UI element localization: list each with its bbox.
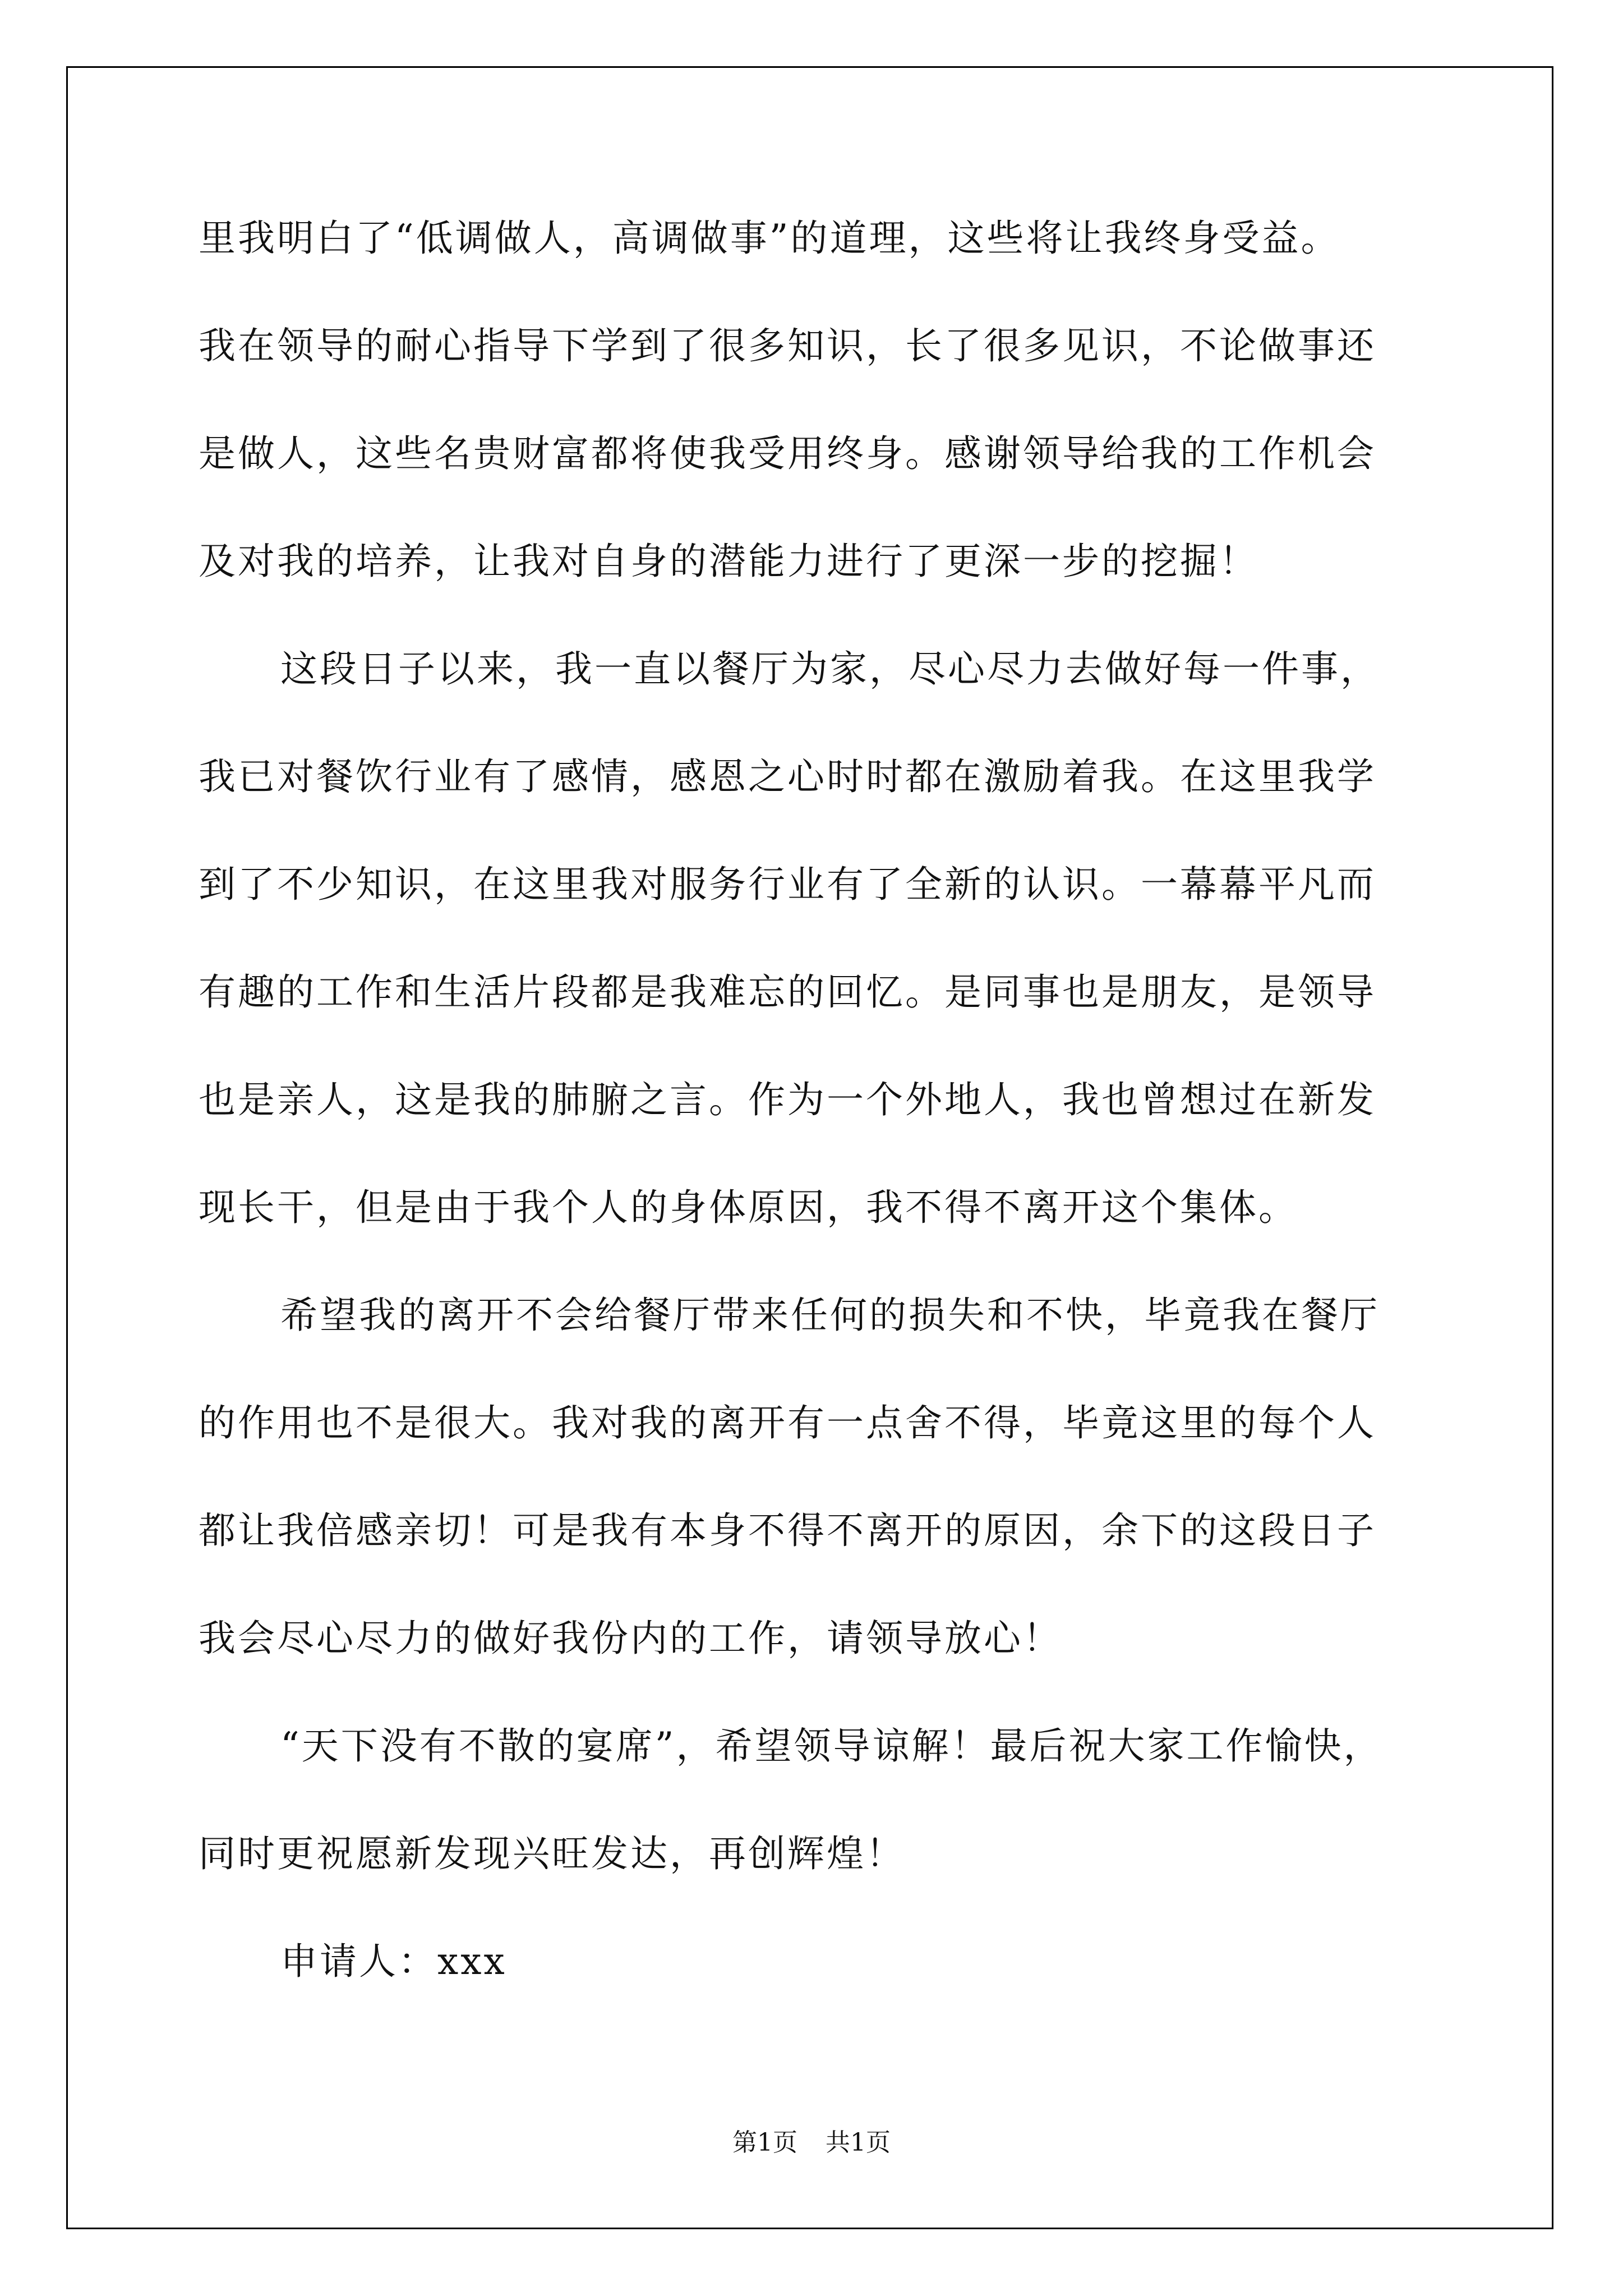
text-line: 及对我的培养，让我对自身的潜能力进行了更深一步的挖掘！ — [199, 540, 1258, 583]
text-line: 我会尽心尽力的做好我份内的工作，请领导放心！ — [199, 1617, 1062, 1660]
text-line: 现长干，但是由于我个人的身体原因，我不得不离开这个集体。 — [199, 1186, 1298, 1229]
document-body — [199, 213, 1475, 2044]
paragraph-start-line: 希望我的离开不会给餐厅带来任何的损失和不快，毕竟我在餐厅 — [280, 1294, 1380, 1337]
page-number-current: 第1页 — [732, 2128, 797, 2157]
page-footer — [0, 2126, 1623, 2160]
text-line: 我已对餐饮行业有了感情，感恩之心时时都在激励着我。在这里我学 — [199, 755, 1376, 798]
text-line: 到了不少知识，在这里我对服务行业有了全新的认识。一幕幕平凡而 — [199, 863, 1376, 906]
page-number-total: 共1页 — [826, 2128, 891, 2157]
text-line: 也是亲人，这是我的肺腑之言。作为一个外地人，我也曾想过在新发 — [199, 1078, 1376, 1121]
text-line: 同时更祝愿新发现兴旺发达，再创辉煌！ — [199, 1832, 905, 1875]
text-line: 里我明白了“低调做人，高调做事”的道理，这些将让我终身受益。 — [199, 217, 1340, 260]
text-line: 是做人，这些名贵财富都将使我受用终身。感谢领导给我的工作机会 — [199, 432, 1376, 475]
paragraph-start-line: “天下没有不散的宴席”，希望领导谅解！最后祝大家工作愉快， — [280, 1724, 1383, 1768]
text-line: 的作用也不是很大。我对我的离开有一点舍不得，毕竟这里的每个人 — [199, 1401, 1376, 1444]
signature-line: 申请人：xxx — [280, 1940, 507, 1983]
text-line: 都让我倍感亲切！可是我有本身不得不离开的原因，余下的这段日子 — [199, 1509, 1376, 1552]
text-line: 我在领导的耐心指导下学到了很多知识，长了很多见识，不论做事还 — [199, 324, 1376, 367]
text-line: 有趣的工作和生活片段都是我难忘的回忆。是同事也是朋友，是领导 — [199, 970, 1376, 1014]
paragraph-start-line: 这段日子以来，我一直以餐厅为家，尽心尽力去做好每一件事， — [280, 647, 1380, 691]
